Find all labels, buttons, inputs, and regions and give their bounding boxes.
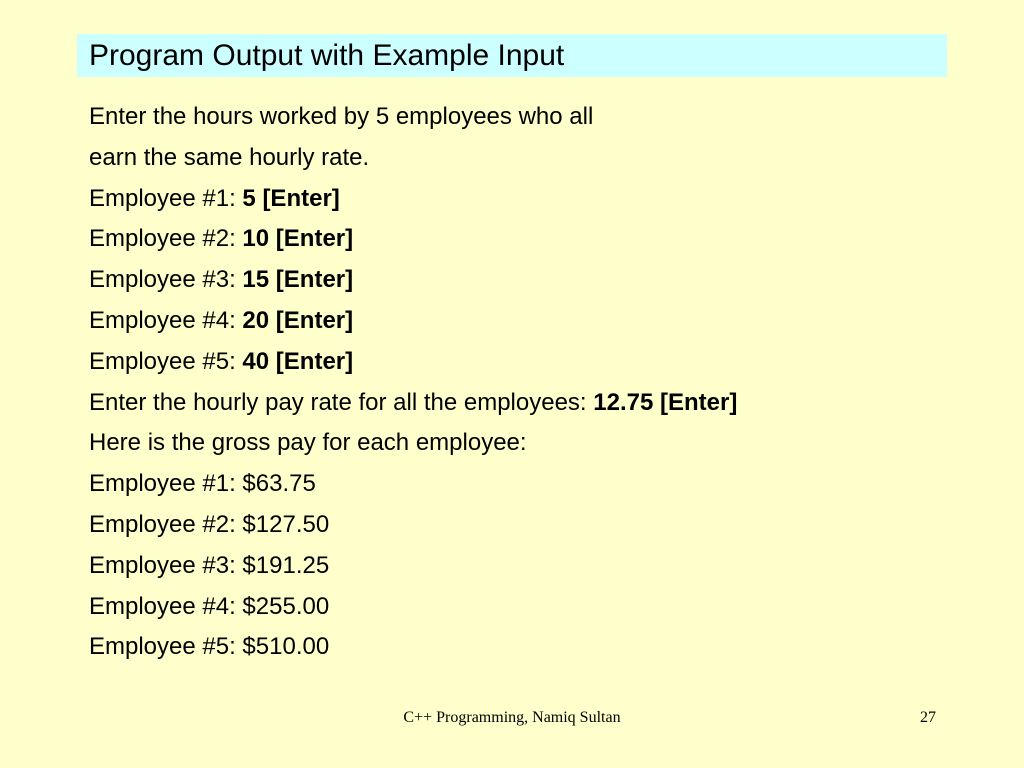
hours-prompt: Employee #4: (89, 306, 243, 334)
rate-value: 12.75 [Enter] (593, 388, 738, 416)
hours-value: 20 [Enter] (242, 306, 354, 334)
gross-pay-line: Employee #4: $255.00 (89, 592, 330, 620)
slide-title: Program Output with Example Input (89, 39, 565, 72)
intro-line: Enter the hours worked by 5 employees who all (89, 103, 594, 130)
gross-pay-header: Here is the gross pay for each employee: (89, 429, 527, 457)
hours-prompt: Employee #1: (89, 184, 243, 212)
rate-prompt: Enter the hourly pay rate for all the employees: (89, 388, 594, 416)
gross-pay-line: Employee #5: $510.00 (89, 633, 330, 661)
hours-prompt: Employee #3: (89, 266, 243, 294)
page-number: 27 (920, 709, 936, 726)
gross-pay-line: Employee #1: $63.75 (89, 470, 316, 498)
hours-input-line (89, 219, 989, 260)
hours-prompt: Employee #2: (89, 225, 243, 253)
rate-input-line (89, 383, 989, 424)
hours-value: 5 [Enter] (242, 184, 340, 212)
hours-input-line (89, 342, 989, 383)
footer-course: C++ Programming, Namiq Sultan (403, 709, 621, 726)
title-bar (77, 34, 947, 77)
gross-pay-line: Employee #2: $127.50 (89, 510, 330, 538)
gross-pay-line: Employee #3: $191.25 (89, 551, 330, 579)
hours-value: 10 [Enter] (242, 225, 354, 253)
hours-input-line (89, 301, 989, 342)
hours-input-line (89, 260, 989, 301)
hours-prompt: Employee #5: (89, 347, 243, 375)
hours-value: 15 [Enter] (242, 266, 354, 294)
hours-input-line (89, 179, 989, 220)
hours-value: 40 [Enter] (242, 347, 354, 375)
program-output (89, 97, 989, 668)
intro-line: earn the same hourly rate. (89, 143, 370, 171)
